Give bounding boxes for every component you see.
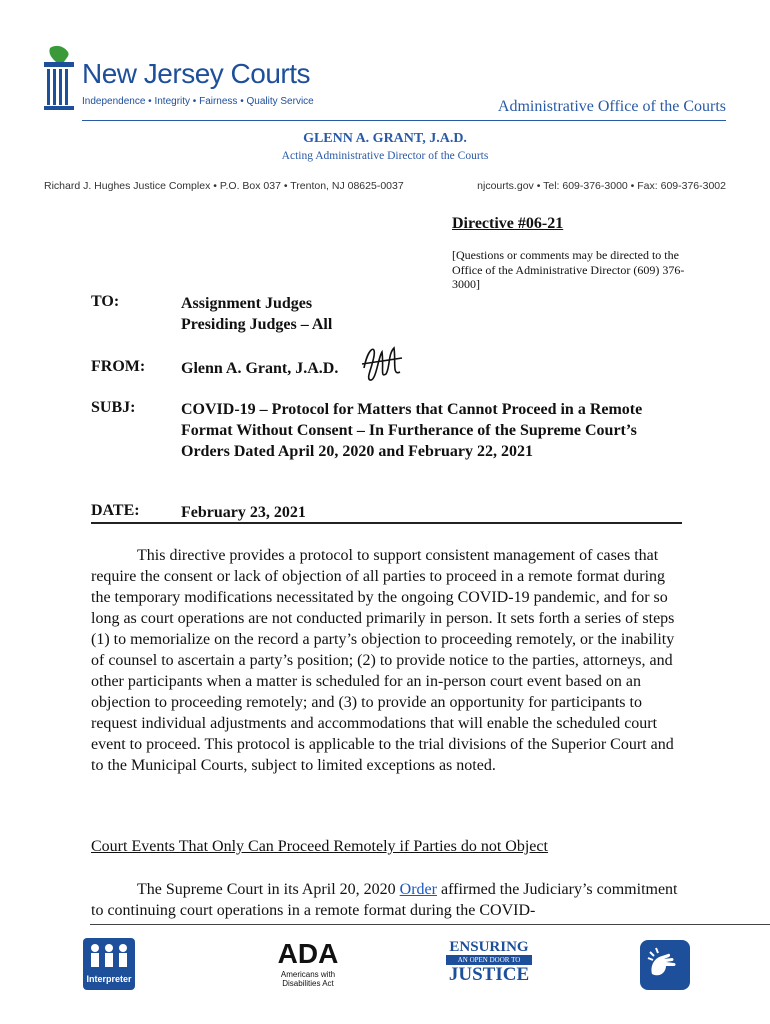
to-line-1: Assignment Judges	[181, 295, 313, 312]
office-address: Richard J. Hughes Justice Complex • P.O. Box 037 • Trenton, NJ 08625-0037	[44, 180, 404, 192]
office-contact: njcourts.gov • Tel: 609-376-3000 • Fax: 609-376-3002	[477, 180, 726, 192]
people-icon	[83, 938, 135, 974]
to-label: TO:	[91, 293, 120, 310]
order-link[interactable]: Order	[399, 881, 437, 898]
subj-label: SUBJ:	[91, 399, 136, 416]
header-divider	[82, 120, 726, 121]
date-label: DATE:	[91, 502, 140, 519]
to-recipients	[181, 293, 332, 335]
director-name: GLENN A. GRANT, J.A.D.	[303, 131, 467, 146]
ensuring-justice-logo	[446, 940, 532, 985]
logo-tagline: Independence • Integrity • Fairness • Quality Service	[82, 96, 314, 107]
to-line-2: Presiding Judges – All	[181, 316, 333, 333]
signature-icon	[358, 338, 406, 386]
interpreter-label: Interpreter	[86, 974, 132, 984]
ada-subtitle: Americans with Disabilities Act	[280, 970, 336, 988]
courthouse-pillar-icon	[42, 42, 82, 114]
questions-note: [Questions or comments may be directed to the Office of the Administrative Director (609) 376-3000]	[452, 248, 685, 291]
ada-logo	[272, 940, 344, 988]
memo-divider	[91, 522, 682, 524]
sign-language-logo	[640, 940, 690, 990]
ensuring-line-3: JUSTICE	[448, 964, 530, 985]
ensuring-line-2: AN OPEN DOOR TO	[446, 955, 532, 965]
from-label: FROM:	[91, 358, 146, 375]
ensuring-line-1: ENSURING	[449, 939, 529, 955]
sign-language-hands-icon	[640, 940, 690, 990]
subj-value: COVID-19 – Protocol for Matters that Cannot Proceed in a Remote Format Without Consent – In Furtherance of the Supreme Court’s Orders Dated April 20, 2020 and February 22, 2021	[181, 401, 643, 460]
office-name: Administrative Office of the Courts	[497, 98, 726, 115]
director-title: Acting Administrative Director of the Courts	[281, 150, 489, 162]
from-value: Glenn A. Grant, J.A.D.	[181, 360, 339, 377]
interpreter-logo	[83, 938, 135, 990]
intro-paragraph: This directive provides a protocol to support consistent management of cases that require the consent or lack of objection of all parties to proceed in a remote format during the temporary modifications necessitated by the ongoing COVID-19 pandemic, and for so long as court operations are not conducted primarily in person. It sets forth a series of steps (1) to memorialize on the record a party’s objection to proceeding remotely, or the inability of counsel to ascertain a party’s position; (2) to provide notice to the parties, attorneys, and other participants when a matter is scheduled for an in-person court event based on an objection to proceeding remotely; and (3) to provide an opportunity for participants to request individual adjustments and accommodations that will enable the scheduled court event to proceed. This protocol is applicable to the trial divisions of the Superior Court and to the Municipal Courts, subject to limited exceptions as noted.	[91, 547, 675, 774]
paragraph-2-text-a: The Supreme Court in its April 20, 2020	[137, 881, 400, 898]
date-value: February 23, 2021	[181, 504, 306, 521]
section-heading: Court Events That Only Can Proceed Remotely if Parties do not Object	[91, 838, 548, 855]
directive-number: Directive #06-21	[452, 215, 564, 232]
paragraph-2	[91, 879, 683, 921]
logo-title: New Jersey Courts	[82, 58, 311, 89]
paragraph-2-text-b: affirmed the Judiciary’s commitment to continuing court operations in a remote format during the COVID-	[91, 881, 678, 919]
ada-title: ADA	[277, 938, 339, 969]
footer-divider	[90, 924, 770, 925]
